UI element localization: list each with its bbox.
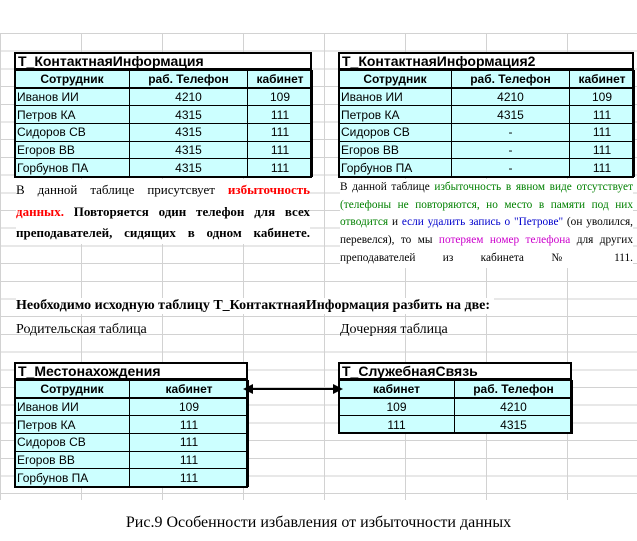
cell: 4315 <box>130 141 248 159</box>
table-row <box>15 451 249 469</box>
table-row <box>339 124 635 142</box>
column-header: кабинет <box>130 381 249 399</box>
column-header: раб. Телефон <box>130 71 248 89</box>
column-header: кабинет <box>248 71 313 89</box>
table-row <box>339 159 635 177</box>
column-header: раб. Телефон <box>455 381 573 399</box>
note-text: В данной таблице присутсвует <box>16 182 215 197</box>
table-title: T_КонтактнаяИнформация <box>14 52 312 70</box>
cell: 111 <box>130 434 249 452</box>
cell: Сидоров СВ <box>339 124 452 142</box>
cell: Егоров ВВ <box>15 141 130 159</box>
table-location <box>14 362 248 488</box>
cell: 4315 <box>130 106 248 124</box>
cell: 111 <box>339 416 455 434</box>
cell: - <box>452 124 570 142</box>
cell: 111 <box>570 124 635 142</box>
cell: 111 <box>130 416 249 434</box>
cell: 111 <box>248 141 313 159</box>
cell: 111 <box>248 159 313 177</box>
cell: 111 <box>570 159 635 177</box>
cell: Иванов ИИ <box>339 88 452 106</box>
split-heading: Необходимо исходную таблицу T_КонтактнаяИнформация разбить на две: <box>16 298 494 314</box>
table-row <box>339 88 635 106</box>
explicit-redundancy-note <box>340 179 633 268</box>
cell: 4210 <box>452 88 570 106</box>
cell: 111 <box>130 469 249 487</box>
redundancy-note <box>16 179 310 244</box>
note-magenta-text: потеряем номер телефона <box>438 234 571 247</box>
note-blue-text: если удалить запись о "Петрове" <box>401 216 564 229</box>
table-row <box>339 416 573 434</box>
cell: Петров КА <box>15 416 130 434</box>
note-text: для других преподавателей из кабинета № 111. <box>340 234 633 264</box>
cell: Иванов ИИ <box>15 88 130 106</box>
cell: 4315 <box>455 416 573 434</box>
table-title: T_СлужебнаяСвязь <box>338 362 572 380</box>
table-row <box>15 124 313 142</box>
table-row <box>15 159 313 177</box>
child-table-label: Дочерняя таблица <box>340 322 448 337</box>
cell: 111 <box>570 141 635 159</box>
cell: Горбунов ПА <box>15 469 130 487</box>
cell: - <box>452 141 570 159</box>
column-header: Сотрудник <box>15 381 130 399</box>
cell: 109 <box>339 398 455 416</box>
table-row <box>15 88 313 106</box>
table-service-link <box>338 362 572 434</box>
cell: Иванов ИИ <box>15 398 130 416</box>
cell: 109 <box>130 398 249 416</box>
column-header: кабинет <box>570 71 635 89</box>
table-row <box>15 416 249 434</box>
note-text: (он уволился, перевелся), то мы <box>340 216 633 247</box>
cell: Петров КА <box>15 106 130 124</box>
table-row <box>15 141 313 159</box>
table-row <box>339 141 635 159</box>
cell: 4315 <box>130 124 248 142</box>
cell: 109 <box>570 88 635 106</box>
cell: Сидоров СВ <box>15 434 130 452</box>
table-contact-info <box>14 52 312 178</box>
column-header: раб. Телефон <box>452 71 570 89</box>
cell: 111 <box>570 106 635 124</box>
parent-table-label: Родительская таблица <box>16 322 147 337</box>
cell: Горбунов ПА <box>15 159 130 177</box>
column-header: Сотрудник <box>339 71 452 89</box>
cell: Сидоров СВ <box>15 124 130 142</box>
table-row <box>15 434 249 452</box>
cell: Горбунов ПА <box>339 159 452 177</box>
cell: 111 <box>248 124 313 142</box>
cell: 109 <box>248 88 313 106</box>
note-text: и <box>391 216 398 229</box>
cell: - <box>452 159 570 177</box>
table-contact-info-2 <box>338 52 634 178</box>
cell: 4315 <box>452 106 570 124</box>
cell: 4210 <box>130 88 248 106</box>
note-green-text: избыточность в явном виде отсутствует (телефоны не повторяются, но место в памяти под них отводится <box>340 181 634 229</box>
column-header: кабинет <box>339 381 455 399</box>
note-text: В данной таблице <box>340 181 430 193</box>
table-title: T_КонтактнаяИнформация2 <box>338 52 634 70</box>
table-row <box>15 106 313 124</box>
table-row <box>339 398 573 416</box>
cell: 111 <box>248 106 313 124</box>
figure-caption: Рис.9 Особенности избавления от избыточности данных <box>125 514 512 531</box>
cell: 4315 <box>130 159 248 177</box>
table-row <box>15 469 249 487</box>
cell: Егоров ВВ <box>339 141 452 159</box>
cell: 4210 <box>455 398 573 416</box>
table-title: T_Местонахождения <box>14 362 248 380</box>
cell: 111 <box>130 451 249 469</box>
cell: Егоров ВВ <box>15 451 130 469</box>
table-row <box>15 398 249 416</box>
note-highlight: избыточность данных. <box>16 182 310 219</box>
column-header: Сотрудник <box>15 71 130 89</box>
note-text: Повторяется один телефон для всех преподавателей, сидящих в одном кабинете. <box>16 203 310 240</box>
cell: Петров КА <box>339 106 452 124</box>
table-row <box>339 106 635 124</box>
